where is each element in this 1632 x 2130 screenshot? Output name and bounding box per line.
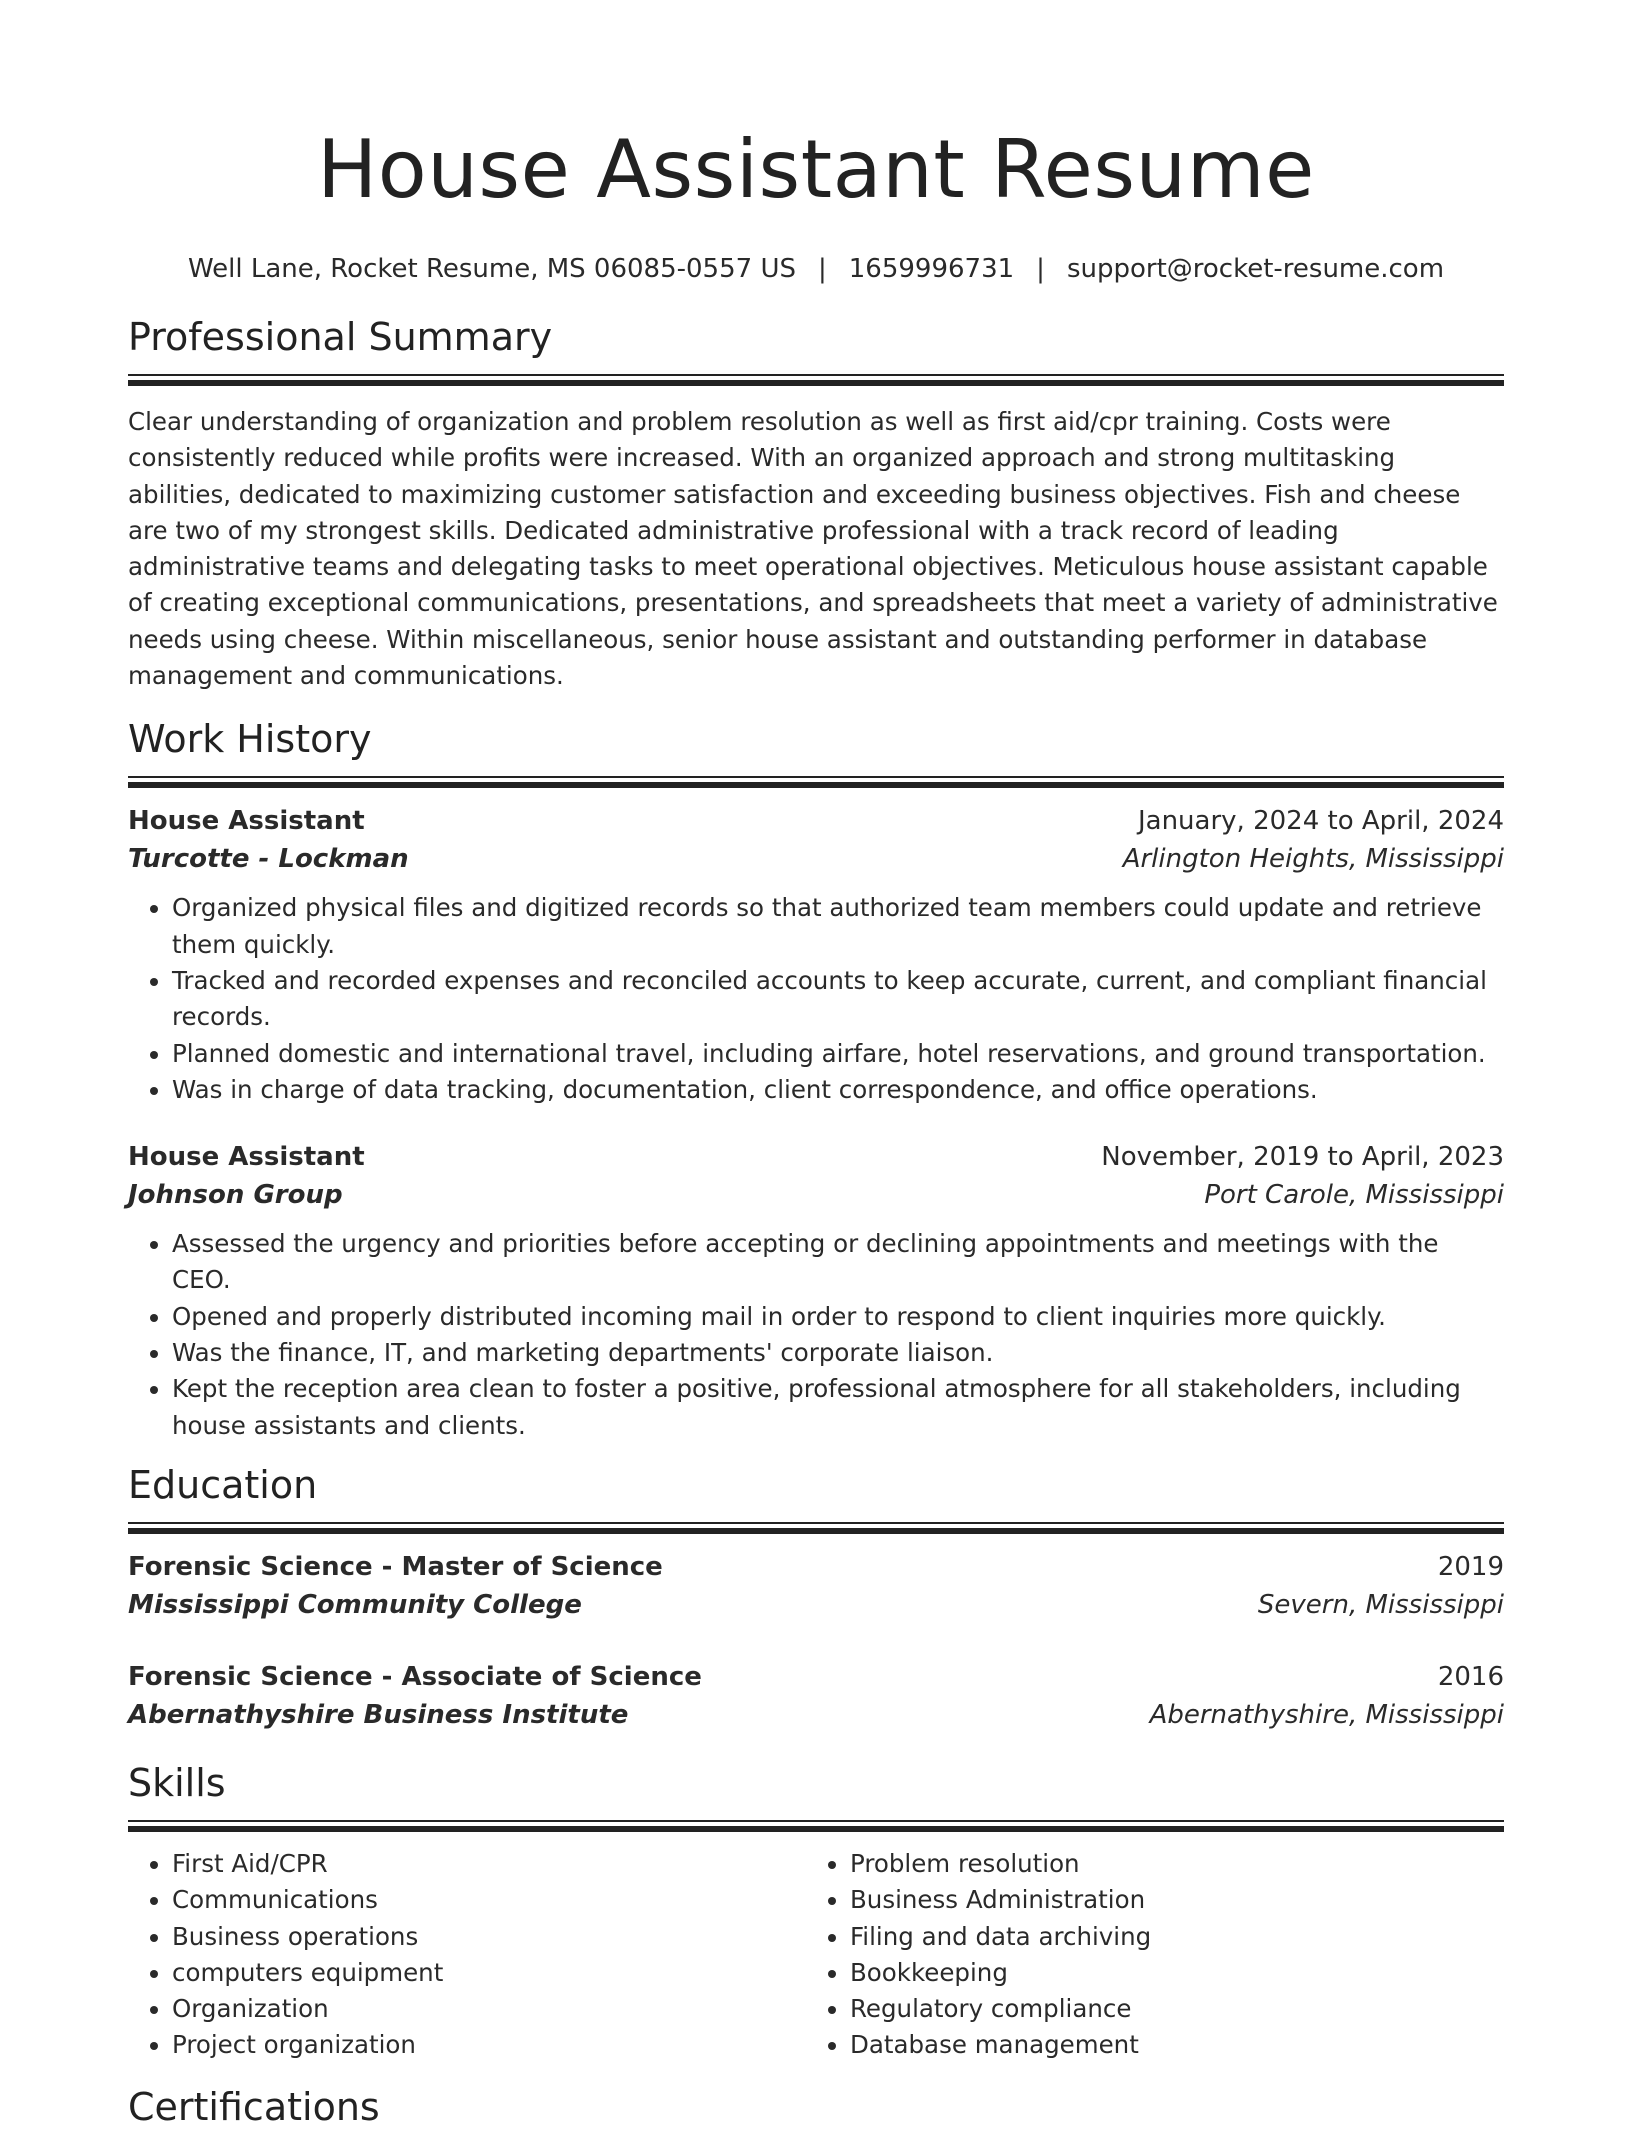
skills-list-right bbox=[806, 1846, 1484, 2064]
job-dates: January, 2024 to April, 2024 bbox=[1137, 806, 1504, 837]
list-item: • Tracked and recorded expenses and reconciled accounts to keep accurate, current, and compliant financial records. bbox=[172, 963, 1504, 1036]
skill-item: • First Aid/CPR bbox=[172, 1846, 806, 1882]
contact-email: support@rocket-resume.com bbox=[1066, 254, 1445, 284]
job-company: Johnson Group bbox=[128, 1180, 343, 1211]
education-year: 2019 bbox=[1437, 1551, 1504, 1582]
job-location: Arlington Heights, Mississippi bbox=[1122, 844, 1504, 875]
job-location: Port Carole, Mississippi bbox=[1204, 1180, 1504, 1211]
skill-item: • Business operations bbox=[172, 1919, 806, 1955]
contact-line bbox=[128, 252, 1504, 286]
job-title: House Assistant bbox=[128, 1142, 365, 1173]
skills-columns bbox=[128, 1832, 1504, 2064]
section-divider bbox=[128, 1820, 1504, 1832]
skill-item: • Problem resolution bbox=[850, 1846, 1484, 1882]
job-entry bbox=[128, 1138, 1504, 1444]
list-item: • Assessed the urgency and priorities before accepting or declining appointments and meetings with the CEO. bbox=[172, 1226, 1504, 1299]
skill-item: • Bookkeeping bbox=[850, 1955, 1484, 1991]
education-entry bbox=[128, 1658, 1504, 1734]
education-year: 2016 bbox=[1437, 1661, 1504, 1692]
skill-item: • Project organization bbox=[172, 2027, 806, 2063]
job-dates: November, 2019 to April, 2023 bbox=[1101, 1142, 1504, 1173]
contact-address: Well Lane, Rocket Resume, MS 06085-0557 US bbox=[187, 254, 796, 284]
skill-item: • Database management bbox=[850, 2027, 1484, 2063]
section-heading-skills: Skills bbox=[128, 1760, 226, 1805]
education-location: Abernathyshire, Mississippi bbox=[1149, 1699, 1504, 1730]
job-title: House Assistant bbox=[128, 806, 365, 837]
list-item: • Was the finance, IT, and marketing departments' corporate liaison. bbox=[172, 1335, 1504, 1371]
summary-text: Clear understanding of organization and problem resolution as well as first aid/cpr training. Costs were consistently reduced while profits were increased. With an organized approach and strong multitasking abilities, dedicated to maximizing customer satisfaction and exceeding business objectives. Fish and cheese are two of my strongest skills. Dedicated administrative professional with a track record of leading administrative teams and delegating tasks to meet operational objectives. Meticulous house assistant capable of creating exceptional communications, presentations, and spreadsheets that meet a variety of administrative needs using cheese. Within miscellaneous, senior house assistant and outstanding performer in database management and communications. bbox=[128, 407, 1498, 691]
skill-item: • Regulatory compliance bbox=[850, 1991, 1484, 2027]
skills-section bbox=[128, 1760, 1504, 2064]
list-item: • Kept the reception area clean to foster a positive, professional atmosphere for all stakeholders, including house assistants and clients. bbox=[172, 1371, 1504, 1444]
education-location: Severn, Mississippi bbox=[1257, 1589, 1504, 1620]
education-degree: Forensic Science - Master of Science bbox=[128, 1551, 663, 1582]
contact-separator: | bbox=[1036, 254, 1045, 284]
section-divider bbox=[128, 1522, 1504, 1534]
list-item: • Was in charge of data tracking, documentation, client correspondence, and office operations. bbox=[172, 1072, 1504, 1108]
skill-item: • Filing and data archiving bbox=[850, 1919, 1484, 1955]
education-entry bbox=[128, 1548, 1504, 1624]
list-item: • Planned domestic and international travel, including airfare, hotel reservations, and ground transportation. bbox=[172, 1036, 1504, 1072]
job-bullets bbox=[128, 890, 1504, 1108]
job-company: Turcotte - Lockman bbox=[128, 844, 409, 875]
skill-item: • Organization bbox=[172, 1991, 806, 2027]
section-heading-work: Work History bbox=[128, 717, 372, 762]
section-divider bbox=[128, 776, 1504, 788]
skill-item: • Business Administration bbox=[850, 1882, 1484, 1918]
section-heading-summary: Professional Summary bbox=[128, 315, 553, 359]
summary-section bbox=[128, 314, 1504, 694]
job-bullets bbox=[128, 1226, 1504, 1444]
list-item: • Opened and properly distributed incoming mail in order to respond to client inquiries more quickly. bbox=[172, 1299, 1504, 1335]
job-entry bbox=[128, 802, 1504, 1108]
contact-separator: | bbox=[817, 254, 827, 284]
education-school: Abernathyshire Business Institute bbox=[128, 1699, 629, 1730]
section-divider bbox=[128, 374, 1504, 386]
work-section bbox=[128, 716, 1504, 1444]
contact-phone: 1659996731 bbox=[848, 254, 1015, 284]
skill-item: • computers equipment bbox=[172, 1955, 806, 1991]
education-section bbox=[128, 1462, 1504, 1734]
skill-item: • Communications bbox=[172, 1882, 806, 1918]
list-item: • Organized physical files and digitized records so that authorized team members could update and retrieve them quickly. bbox=[172, 890, 1504, 963]
education-degree: Forensic Science - Associate of Science bbox=[128, 1661, 702, 1692]
skills-list-left bbox=[128, 1846, 806, 2064]
education-school: Mississippi Community College bbox=[128, 1589, 582, 1620]
section-heading-education: Education bbox=[128, 1462, 318, 1507]
section-heading-certifications: Certifications bbox=[128, 2084, 380, 2129]
resume-title: House Assistant Resume bbox=[317, 123, 1315, 216]
certifications-section bbox=[128, 2084, 1504, 2130]
